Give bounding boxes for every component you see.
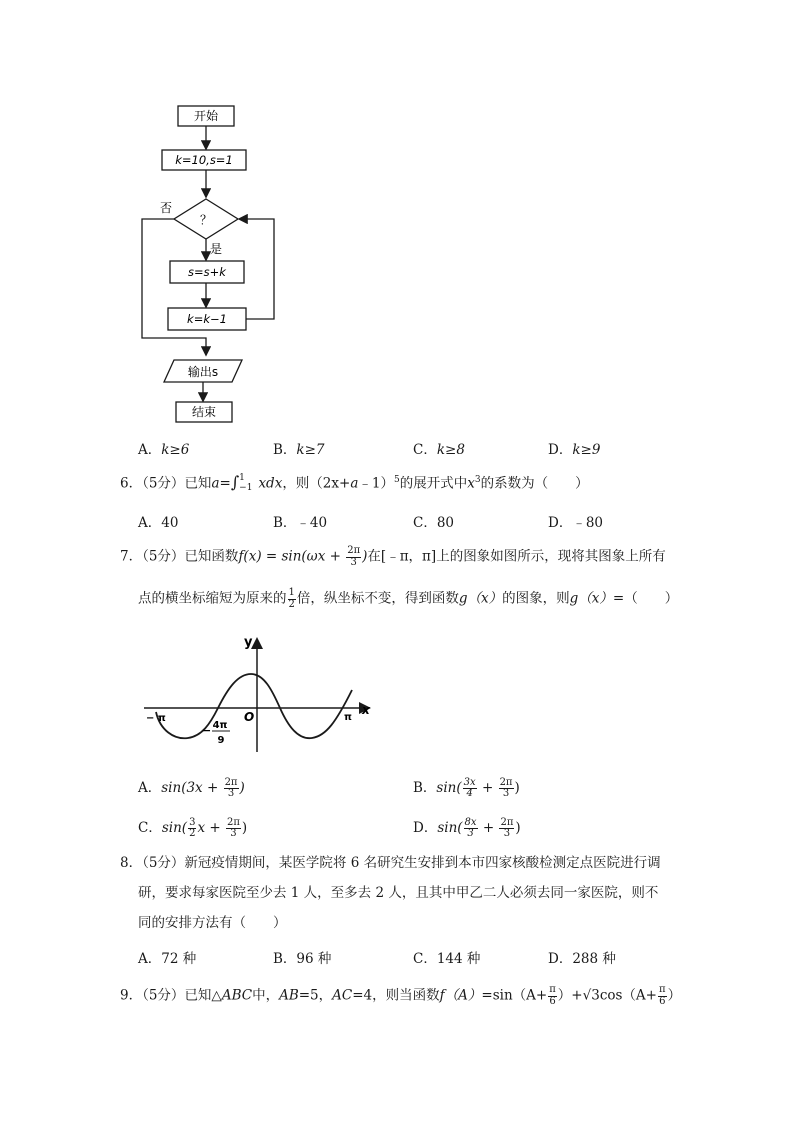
frac-num: 8x: [464, 816, 477, 828]
option-letter: A．: [138, 442, 162, 458]
frac-den: 6: [659, 995, 666, 1007]
option-text: k≥7: [296, 442, 325, 458]
flowchart: [130, 98, 280, 428]
q7-option-c[interactable]: [138, 816, 247, 840]
stem-text: =: [219, 475, 231, 492]
q7-stem-line2: [138, 588, 678, 610]
q8-stem-line3: 同的安排方法有（ ）: [138, 915, 287, 931]
q8-option-d[interactable]: [548, 947, 616, 967]
pi-label: π: [344, 712, 352, 723]
neg-pi-label: − π: [146, 713, 166, 724]
x-label: x: [362, 703, 370, 717]
integral-limits: [239, 474, 252, 494]
frac-den: 6: [549, 995, 556, 1007]
q8-option-b[interactable]: [273, 947, 331, 967]
stem-text: 的系数为（ ）: [480, 475, 589, 492]
root-num: 4π: [212, 720, 228, 731]
option-letter: B．: [273, 442, 297, 458]
stem-text: 的图象，则: [502, 590, 570, 607]
option-letter: B．: [413, 780, 437, 796]
option-text: 96 种: [296, 951, 332, 967]
q5-option-d[interactable]: [548, 438, 600, 458]
frac-den: 3: [503, 828, 511, 839]
q6-option-d[interactable]: [548, 511, 603, 531]
function-g: g（x）: [458, 590, 503, 607]
frac-num: 3x: [463, 776, 476, 788]
init-label: k=10,s=1: [175, 153, 233, 167]
stem-text: =（ ）: [612, 590, 679, 607]
var-x: x: [467, 475, 475, 492]
option-text: 144 种: [436, 951, 481, 967]
option-letter: C．: [138, 820, 162, 836]
stem-text: ）: [667, 987, 682, 1004]
frac-den: 3: [350, 556, 357, 568]
frac-den: 3: [502, 788, 510, 799]
option-expr: ): [514, 780, 520, 796]
option-expr: +: [478, 820, 499, 836]
end-label: 结束: [191, 405, 217, 419]
q8-stem-line1: 8．（5分）新冠疫情期间，某医学院将 6 名研究生安排到本市四家核酸检测定点医院进行调: [120, 855, 661, 871]
frac-num: 2π: [347, 545, 361, 556]
q6-option-a[interactable]: [138, 511, 178, 531]
frac-den: 2: [288, 598, 295, 610]
function-f: f（A）: [439, 987, 482, 1004]
int-lower: −1: [239, 482, 253, 493]
stem-text: 已知: [184, 475, 212, 492]
frac-den: 4: [466, 788, 473, 799]
option-expr: ): [239, 780, 245, 796]
q6-option-c[interactable]: [413, 511, 454, 531]
option-letter: C．: [413, 515, 437, 531]
fraction: [548, 985, 557, 1007]
decision-label: ？: [199, 213, 213, 227]
sqrt-3: √3: [582, 987, 600, 1004]
stem-text: 倍，纵坐标不变，得到函数: [296, 590, 459, 607]
question-score: （5分）: [142, 475, 185, 492]
option-expr: sin(: [437, 820, 463, 836]
no-label: 否: [160, 201, 173, 215]
step2-label: k=k−1: [187, 312, 227, 326]
option-expr: sin(: [161, 820, 188, 836]
option-letter: C．: [413, 442, 437, 458]
frac-num: 2π: [500, 816, 514, 828]
option-expr: ): [515, 820, 521, 836]
fraction: [224, 778, 239, 800]
exponent: 5: [393, 474, 400, 485]
fraction: [288, 588, 296, 610]
option-letter: A．: [138, 951, 162, 967]
option-letter: D．: [548, 442, 573, 458]
question-number: 6．: [120, 475, 143, 492]
stem-text: =sin（A+: [481, 987, 548, 1004]
q7-stem-line1: [120, 546, 666, 568]
fraction: [658, 985, 667, 1007]
option-letter: C．: [413, 951, 437, 967]
option-letter: D．: [548, 951, 573, 967]
stem-text: cos（A+: [599, 987, 657, 1004]
frac-den: 2: [189, 828, 196, 839]
q7-option-d[interactable]: [413, 816, 521, 840]
question-number: 7．: [120, 548, 143, 565]
frac-num: 2π: [499, 776, 513, 788]
q7-option-b[interactable]: [413, 776, 520, 800]
triangle-name: ABC: [221, 987, 253, 1004]
fraction: [499, 818, 514, 840]
option-expr: +: [477, 780, 498, 796]
q6-option-b[interactable]: [273, 511, 327, 531]
side-ac: AC: [332, 987, 353, 1004]
option-text: 72 种: [161, 951, 197, 967]
step1-label: s=s+k: [188, 265, 226, 279]
origin-label: O: [244, 710, 255, 724]
option-text: k≥9: [572, 442, 601, 458]
stem-text: =4，则当函数: [352, 987, 440, 1004]
frac-num: 1: [288, 587, 295, 598]
frac-num: π: [659, 984, 666, 995]
frac-num: 2π: [224, 776, 238, 788]
side-ab: AB: [279, 987, 299, 1004]
fraction: [499, 778, 514, 800]
stem-text: 中，: [252, 987, 280, 1004]
option-text: k≥6: [161, 442, 190, 458]
root-den: 9: [217, 735, 225, 746]
integrand: xdx: [258, 475, 283, 492]
stem-text: ）+: [557, 987, 583, 1004]
output-label: 输出s: [187, 365, 219, 379]
function-expr: ): [362, 548, 368, 565]
frac-den: 3: [467, 828, 474, 839]
exponent: 3: [474, 474, 481, 485]
option-letter: B．: [273, 515, 297, 531]
question-score: （5分）: [142, 548, 185, 565]
sine-curve: [156, 674, 352, 738]
root-sign: −: [202, 724, 212, 737]
int-upper: 1: [239, 473, 245, 483]
stem-text: =5，: [298, 987, 333, 1004]
stem-text: ，则（2x+: [282, 475, 351, 492]
fraction: [464, 818, 478, 840]
function-g: g（x）: [569, 590, 613, 607]
start-label: 开始: [193, 109, 219, 123]
option-letter: D．: [413, 820, 438, 836]
option-expr: x +: [197, 820, 225, 836]
option-text: ﹣40: [296, 515, 328, 531]
q5-option-c[interactable]: [413, 438, 465, 458]
stem-text: 已知△: [184, 987, 222, 1004]
frac-num: π: [549, 984, 556, 995]
y-label: y: [244, 635, 253, 650]
stem-text: 已知函数: [184, 548, 239, 565]
option-text: 40: [161, 515, 179, 531]
option-letter: D．: [548, 515, 573, 531]
frac-num: 3: [189, 816, 196, 828]
frac-den: 3: [230, 828, 237, 839]
q7-option-a[interactable]: [138, 776, 245, 800]
option-letter: B．: [273, 951, 297, 967]
q7-sine-graph: [140, 628, 380, 756]
fraction: [226, 818, 241, 840]
frac-num: 2π: [226, 816, 240, 828]
var-a: a: [211, 475, 220, 492]
var-a: a: [350, 475, 359, 492]
question-number: 9．: [120, 987, 143, 1004]
stem-text: 在[﹣π，π]上的图象如图所示，现将其图象上所有: [367, 548, 666, 565]
stem-text: 点的横坐标缩短为原来的: [138, 590, 287, 607]
stem-text: 的展开式中: [399, 475, 468, 492]
q5-option-a[interactable]: [138, 438, 189, 458]
q9-stem: [120, 985, 681, 1007]
integral-sign: ∫: [230, 472, 240, 492]
option-expr: ): [241, 820, 248, 836]
option-text: k≥8: [436, 442, 465, 458]
yes-label: 是: [210, 242, 223, 256]
frac-den: 3: [227, 788, 235, 799]
function-expr: f(x) = sin(ωx +: [238, 548, 346, 565]
fraction: [188, 818, 196, 840]
option-expr: sin(3x +: [161, 780, 223, 796]
q8-stem-line2: 研，要求每家医院至少去 1 人，至多去 2 人，且其中甲乙二人必须去同一家医院，则不: [138, 885, 659, 901]
q5-option-b[interactable]: [273, 438, 325, 458]
stem-text: ﹣1）: [358, 475, 394, 492]
option-text: ﹣80: [572, 515, 604, 531]
q8-option-a[interactable]: [138, 947, 196, 967]
q8-option-c[interactable]: [413, 947, 480, 967]
option-text: 80: [436, 515, 455, 531]
q6-stem: [120, 474, 589, 494]
fraction: [463, 778, 477, 800]
option-letter: A．: [138, 515, 162, 531]
fraction: [346, 546, 361, 568]
option-expr: sin(: [436, 780, 462, 796]
question-score: （5分）: [142, 987, 185, 1004]
option-text: 288 种: [572, 951, 616, 967]
option-letter: A．: [138, 780, 162, 796]
